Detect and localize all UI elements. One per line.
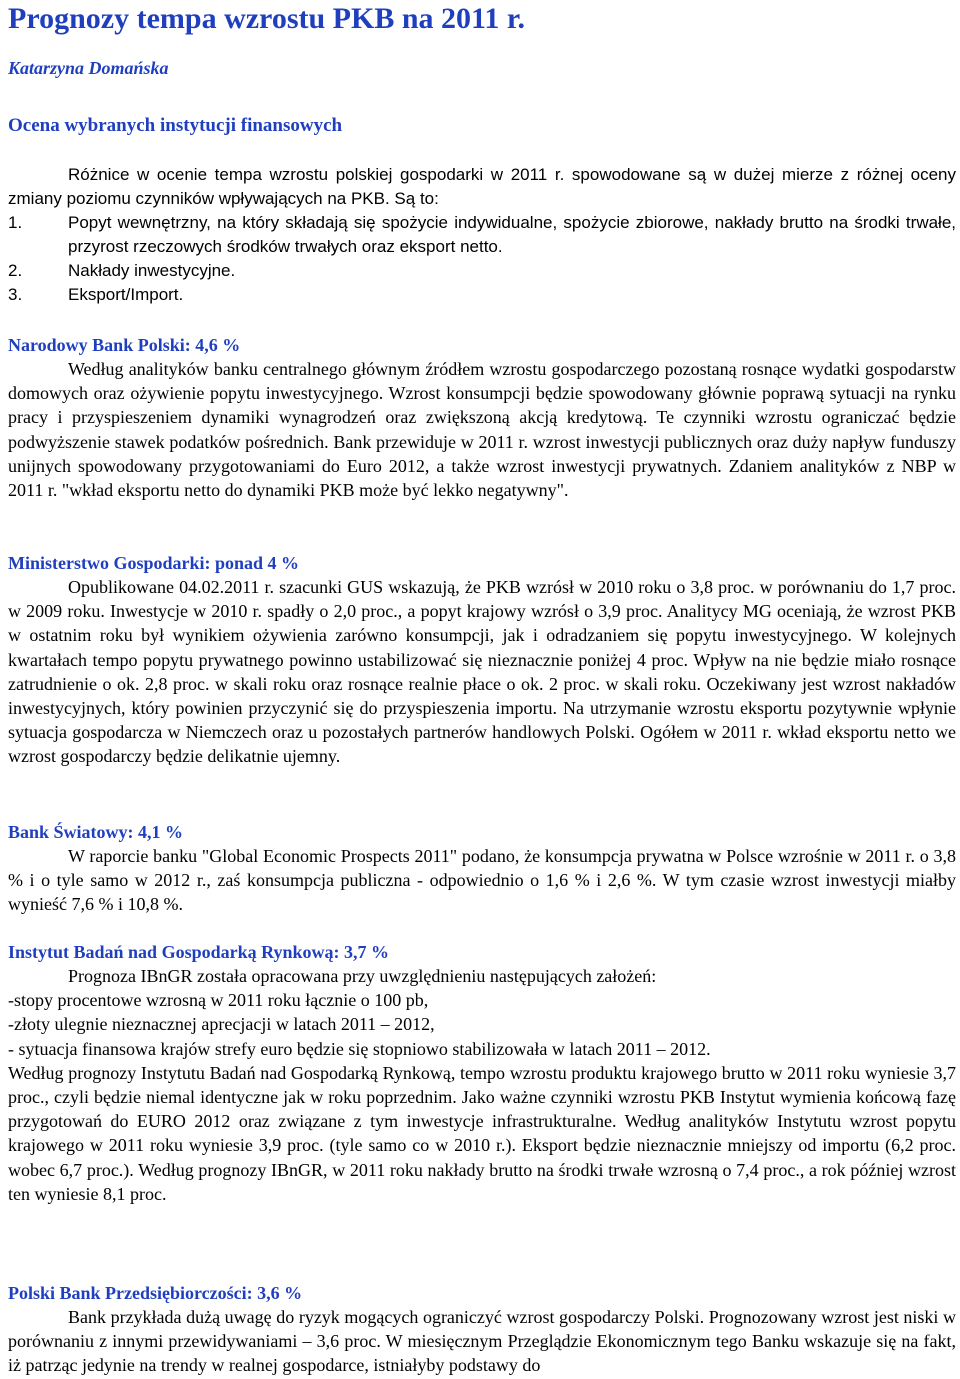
list-number: 1. xyxy=(8,213,23,232)
section-body: Według analityków banku centralnego głównym źródłem wzrostu gospodarczego pozostaną rosnące wydatki gospodarstw domowych oraz ożywienie popytu inwestycyjnego. Wzrost konsumpcji będzie spowodowany głównie poprawą sytuacji na rynku pracy i przyspieszeniem dynamiki wynagrodzeń oraz zwiększoną akcją kredytową. Te czynniki wzrostu ograniczać będzie podwyższenie stawek podatków pośrednich. Bank przewiduje w 2011 r. wzrost inwestycji publicznych oraz duży napływ funduszy unijnych spowodowany przygotowaniami do Euro 2012, a także wzrost inwestycji prywatnych. Zdaniem analityków z NBP w 2011 r. "wkład eksportu netto do dynamiki PKB może być lekko negatywny". xyxy=(8,359,956,501)
list-text: Popyt wewnętrzny, na który składają się spożycie indywidualne, spożycie zbiorowe, nakłady brutto na środki trwałe, przyrost rzeczowych środków trwałych oraz eksport netto. xyxy=(68,213,956,256)
section-heading: Ministerstwo Gospodarki: ponad 4 % xyxy=(8,553,300,573)
page-title: Prognozy tempa wzrostu PKB na 2011 r. xyxy=(8,2,525,35)
subtitle: Ocena wybranych instytucji finansowych xyxy=(8,115,343,136)
list-item xyxy=(8,211,956,259)
assumption-line: -złoty ulegnie nieznacznej aprecjacji w latach 2011 – 2012, xyxy=(8,1014,435,1035)
list-number: 2. xyxy=(8,261,23,280)
section-body: Opublikowane 04.02.2011 r. szacunki GUS wskazują, że PKB wzrósł w 2010 roku o 3,8 proc. w porównaniu do 1,7 proc. w 2009 roku. Inwestycje w 2010 r. spadły o 2,0 proc., a popyt krajowy wzrósł o 3,9 proc. Analitycy MG oceniają, że wzrost PKB w ostatnim roku był wynikiem ożywienia zarówno konsumpcji, jak i odradzaniem się popytu inwestycyjnego. W kolejnych kwartałach tempo popytu prywatnego powinno ustabilizować się nieznacznie poniżej 4 proc. Wpływ na nie będzie miało rosnące zatrudnienie o ok. 2,8 proc. w skali roku oraz rosnące realnie płace o ok. 2 proc. w skali roku. Oczekiwany jest wzrost nakładów inwestycyjnych, który powinien przyczynić się do przyspieszenia importu. Na utrzymanie wzrostu eksportu pozytywnie wpłynie sytuacja gospodarcza w Niemczech oraz u pozostałych partnerów handlowych Polski. Ogółem w 2011 r. wkład eksportu netto we wzrost gospodarczy będzie delikatnie ujemny. xyxy=(8,577,956,767)
section-body: Bank przykłada dużą uwagę do ryzyk mogących ograniczyć wzrost gospodarczy Polski. Prognozowany wzrost jest niski w porównaniu z innymi przewidywaniami – 3,6 proc. W miesięcznym Przeglądzie Ekonomicznym tego Banku wskazuje się na fakt, iż patrząc jedynie na trendy w realnej gospodarce, istniałyby podstawy do xyxy=(8,1307,956,1376)
assumption-line: - sytuacja finansowa krajów strefy euro będzie się stopniowo stabilizowała w latach 2011 – 2012. xyxy=(8,1038,711,1059)
list-text: Eksport/Import. xyxy=(68,285,184,304)
section-ibngr xyxy=(8,940,956,1206)
section-heading: Narodowy Bank Polski: 4,6 % xyxy=(8,335,241,355)
list-item xyxy=(8,283,956,307)
intro-paragraph: Różnice w ocenie tempa wzrostu polskiej gospodarki w 2011 r. spowodowane są w dużej mierze z różnej oceny zmiany poziomu czynników wpływających na PKB. Są to: xyxy=(8,165,956,208)
section-body: Według prognozy Instytutu Badań nad Gospodarką Rynkową, tempo wzrostu produktu krajowego brutto w 2011 roku wyniesie 3,7 proc., czyli będzie niemal identyczne jak w roku poprzednim. Jako ważne czynniki wzrostu PKB Instytut wymienia końcową fazę przygotowań do EURO 2012 oraz związane z tym inwestycje infrastrukturalne. Według analityków Instytutu wzrost popytu krajowego w 2011 roku wyniesie 3,9 proc. (tyle samo co w 2010 r.). Eksport będzie nieznacznie mniejszy od importu (6,2 proc. wobec 6,7 proc.). Według prognozy IBnGR, w 2011 roku nakłady brutto na środki trwałe wzrosną o 7,4 proc., a rok później wzrost ten wyniesie 8,1 proc. xyxy=(8,1062,956,1204)
section-heading: Instytut Badań nad Gospodarką Rynkową: 3,7 % xyxy=(8,942,389,962)
factor-list xyxy=(8,211,956,307)
assumption-line: -stopy procentowe wzrosną w 2011 roku łącznie o 100 pb, xyxy=(8,990,429,1011)
section-mg xyxy=(8,551,956,769)
author: Katarzyna Domańska xyxy=(8,58,169,78)
section-body: W raporcie banku "Global Economic Prospects 2011" podano, że konsumpcja prywatna w Polsce wzrośnie w 2011 r. o 3,8 % i o tyle samo w 2012 r., zaś konsumpcja publiczna - odpowiednio o 1,6 % i 2,6 %. W tym czasie wzrost inwestycji miałby wynieść 7,6 % i 10,8 %. xyxy=(8,846,956,915)
list-text: Nakłady inwestycyjne. xyxy=(68,261,236,280)
section-nbp xyxy=(8,333,956,502)
section-heading: Polski Bank Przedsiębiorczości: 3,6 % xyxy=(8,1283,303,1303)
section-lead: Prognoza IBnGR została opracowana przy uwzględnieniu następujących założeń: xyxy=(68,966,657,986)
section-world-bank xyxy=(8,820,956,917)
list-number: 3. xyxy=(8,285,23,304)
list-item xyxy=(8,259,956,283)
intro-block xyxy=(8,163,956,307)
section-pbp xyxy=(8,1281,956,1378)
section-heading: Bank Światowy: 4,1 % xyxy=(8,822,184,842)
